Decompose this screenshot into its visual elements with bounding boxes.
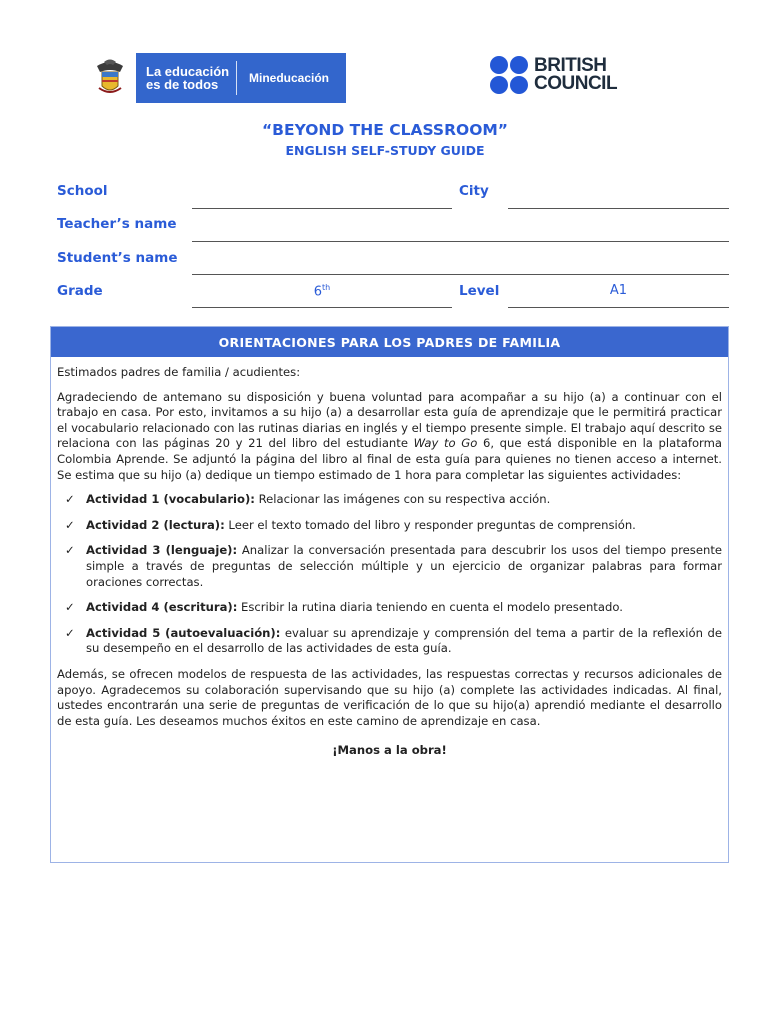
activity-title: Actividad 1 (vocabulario):: [86, 492, 255, 507]
intro-paragraph: [57, 390, 722, 484]
checkmark-icon: ✓: [65, 517, 75, 532]
greeting: Estimados padres de familia / acudientes:: [57, 365, 301, 379]
document-subtitle: ENGLISH SELF-STUDY GUIDE: [285, 143, 485, 158]
checkmark-icon: ✓: [65, 492, 75, 507]
activity-text: Escribir la rutina diaria teniendo en cuenta el modelo presentado.: [237, 600, 623, 615]
grade-field[interactable]: [192, 307, 452, 308]
activity-text: evaluar su aprendizaje y comprensión del tema a partir de la reflexión de su desempeño en el desarrollo de las actividades de esta guía.: [86, 625, 722, 656]
activity-title: Actividad 4 (escritura):: [86, 600, 238, 615]
activities-list: [57, 492, 722, 657]
closing-exclamation: ¡Manos a la obra!: [332, 743, 447, 758]
activity-item: [57, 543, 722, 590]
intro-text-a: Agradeciendo de antemano su disposición y buena voluntad para acompañar a su hijo (a) a continuar con el trabajo en casa. Por esto, invitamos a su hijo (a) a desarrollar esta guía de aprendizaje que le permitirá practicar el vocabulario relacionado con las rutinas diarias en inglés y el tiempo presente simple. El trabajo aquí descrito se relaciona con las páginas 20 y 21 del libro del estudiante: [57, 389, 722, 451]
british-council-dots-icon: [490, 56, 528, 94]
gov-slogan-line2: es de todos: [146, 77, 219, 92]
activity-item: [57, 518, 722, 534]
gov-slogan: [136, 65, 232, 91]
checkmark-icon: ✓: [65, 600, 75, 615]
student-name-label: Student’s name: [57, 250, 178, 266]
grade-label: Grade: [57, 283, 103, 299]
level-field[interactable]: [508, 307, 729, 308]
activity-text: Relacionar las imágenes con su respectiva acción.: [254, 492, 551, 507]
orientation-heading: ORIENTACIONES PARA LOS PADRES DE FAMILIA: [51, 327, 728, 357]
bc-line1: BRITISH: [534, 55, 607, 76]
grade-number: 6: [313, 284, 323, 300]
activity-item: [57, 492, 722, 508]
orientation-body: [51, 357, 728, 759]
activity-title: Actividad 5 (autoevaluación):: [86, 625, 281, 640]
government-education-logo: [84, 53, 346, 103]
book-title: Way to Go: [413, 436, 478, 451]
activity-text: Leer el texto tomado del libro y responder preguntas de comprensión.: [224, 517, 636, 532]
bc-line2: COUNCIL: [534, 73, 618, 94]
teacher-name-field[interactable]: [192, 241, 729, 242]
gov-slogan-line1: La educación: [146, 64, 230, 79]
grade-suffix: th: [322, 283, 331, 292]
ministry-name: Mineducación: [249, 71, 330, 85]
logo-divider: [236, 61, 237, 95]
teacher-name-label: Teacher’s name: [57, 216, 177, 232]
intro-text-b: 6, que está disponible en la plataforma Colombia Aprende. Se adjuntó la página del libro al final de esta guía para quienes no tienen acceso a internet. Se estima que su hijo (a) dedique un tiempo estimado de 1 hora para completar las siguientes actividades:: [57, 436, 722, 482]
activity-title: Actividad 2 (lectura):: [86, 517, 225, 532]
activity-text: Analizar la conversación presentada para descubrir los usos del tiempo presente simple a través de preguntas de selección múltiple y un ejercicio de organizar palabras para formar oraciones correctas.: [86, 543, 722, 589]
activity-title: Actividad 3 (lenguaje):: [86, 543, 238, 558]
british-council-wordmark: [534, 57, 617, 93]
level-label: Level: [459, 283, 500, 299]
activity-item: [57, 626, 722, 657]
level-value: A1: [609, 283, 628, 298]
school-field[interactable]: [192, 208, 452, 209]
checkmark-icon: ✓: [65, 543, 75, 558]
city-label: City: [459, 183, 489, 199]
colombia-crest-icon: [84, 53, 136, 103]
grade-value: [192, 283, 452, 299]
school-label: School: [57, 183, 108, 199]
student-name-field[interactable]: [192, 274, 729, 275]
checkmark-icon: ✓: [65, 625, 75, 640]
document-title: “BEYOND THE CLASSROOM”: [262, 121, 508, 139]
activity-item: [57, 600, 722, 616]
parents-orientation-box: [50, 326, 729, 863]
british-council-logo: [490, 56, 617, 94]
closing-paragraph: Además, se ofrecen modelos de respuesta de las actividades, las respuestas correctas y recursos adicionales de apoyo. Agradecemos su colaboración supervisando que su hijo (a) complete las actividades indicadas. Al final, ustedes encontrarán una serie de preguntas de verificación de lo que su hijo(a) aprendió mediante el desarrollo de esta guía. Les deseamos muchos éxitos en este camino de aprendizaje en casa.: [57, 666, 722, 728]
city-field[interactable]: [508, 208, 729, 209]
